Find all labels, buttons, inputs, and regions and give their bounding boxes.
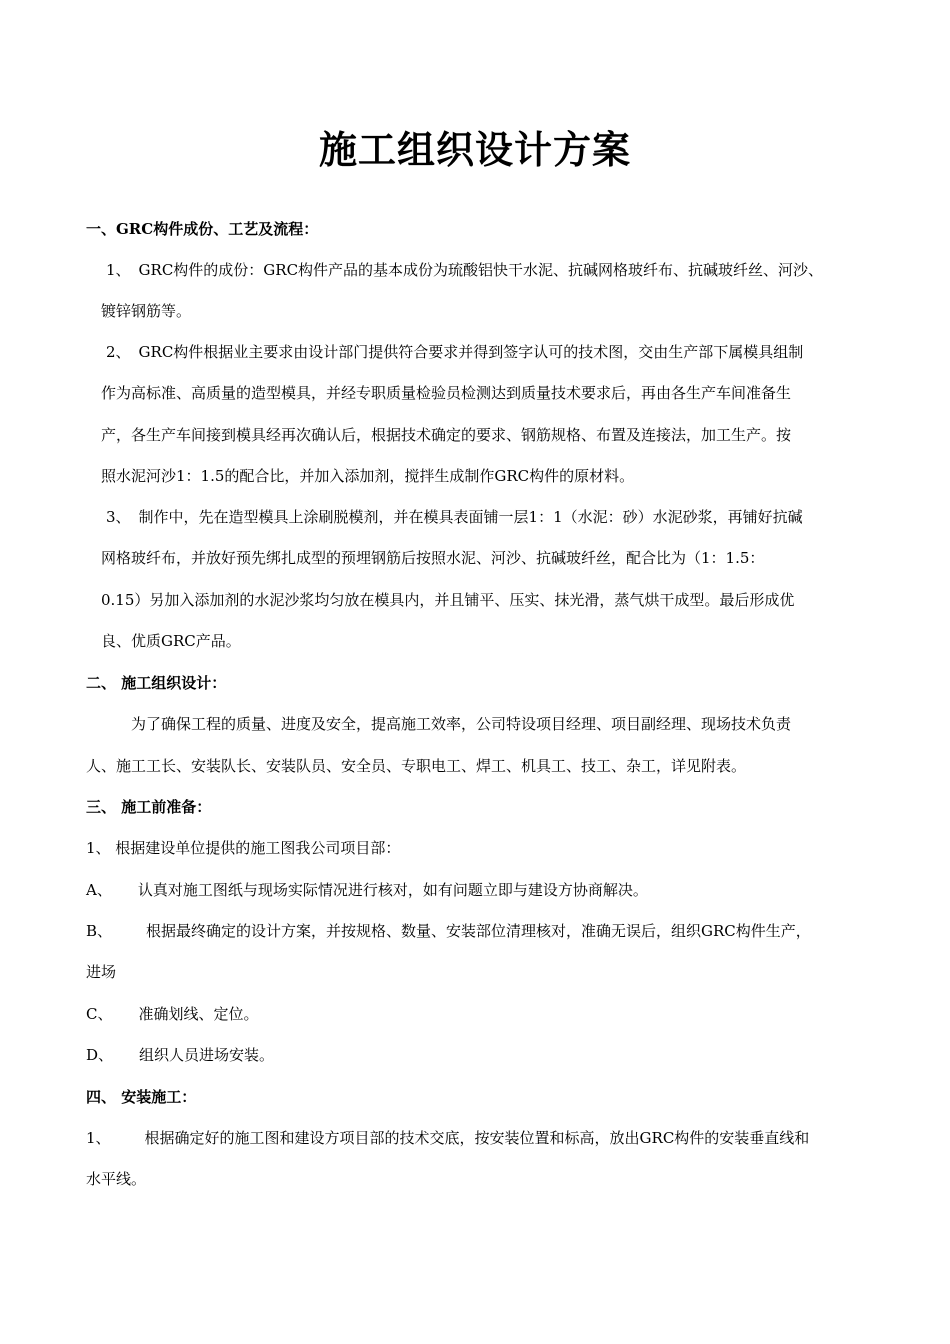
section-1-item-2-line-1 — [106, 342, 803, 362]
section-3-intro: 1、 根据建设单位提供的施工图我公司项目部： — [86, 839, 401, 857]
section-1-item-2-line-2: 作为高标准、高质量的造型模具，并经专职质量检验员检测达到质量技术要求后，再由各生产车间准备生 — [101, 384, 792, 402]
section-2-line-2: 人、施工工长、安装队长、安装队员、安全员、专职电工、焊工、机具工、技工、杂工，详见附表。 — [86, 757, 747, 775]
section-1-item-1-line-1 — [106, 260, 823, 280]
section-3-item-d — [86, 1045, 274, 1065]
section-1-item-3-line-3: 0.15）另加入添加剂的水泥沙浆均匀放在模具内，并且铺平、压实、抹光滑，蒸气烘干成型。最后形成优 — [101, 591, 795, 609]
section-1-heading: 一、GRC构件成份、工艺及流程： — [86, 220, 319, 238]
item-text: 准确划线、定位。 — [138, 1005, 259, 1023]
item-label: 1、 — [86, 1129, 111, 1147]
section-1-item-1-line-2: 镀锌钢筋等。 — [101, 302, 192, 320]
item-text: 认真对施工图纸与现场实际情况进行核对，如有问题立即与建设方协商解决。 — [137, 881, 648, 899]
item-text: 根据最终确定的设计方案，并按规格、数量、安装部位清理核对，准确无误后，组织GRC构件生产， — [146, 922, 811, 940]
item-text: GRC构件的成份：GRC构件产品的基本成份为琉酸铝快干水泥、抗碱网格玻纤布、抗碱玻纤丝、河沙、 — [138, 261, 824, 279]
section-3-heading: 三、 施工前准备： — [86, 798, 212, 816]
section-4-heading: 四、 安装施工： — [86, 1088, 197, 1106]
section-2-heading: 二、 施工组织设计： — [86, 674, 227, 692]
section-1-item-2-line-4: 照水泥河沙1：1.5的配合比，并加入添加剂，搅拌生成制作GRC构件的原材料。 — [101, 467, 635, 485]
item-label: B、 — [86, 922, 113, 940]
item-text: 根据确定好的施工图和建设方项目部的技术交底，按安装位置和标高，放出GRC构件的安装垂直线和 — [144, 1129, 810, 1147]
section-1-item-2-line-3: 产，各生产车间接到模具经再次确认后，根据技术确定的要求、钢筋规格、布置及连接法，加工生产。按 — [101, 426, 792, 444]
section-3-item-a — [86, 880, 648, 900]
section-1-item-3-line-1 — [106, 507, 803, 527]
section-3-item-b-line-1 — [86, 921, 811, 941]
item-text: GRC构件根据业主要求由设计部门提供符合要求并得到签字认可的技术图，交由生产部下属模具组制 — [138, 343, 804, 361]
section-1-item-3-line-4: 良、优质GRC产品。 — [101, 632, 241, 650]
item-label: 1、 — [106, 261, 131, 279]
document-title: 施工组织设计方案 — [318, 127, 631, 172]
item-label: A、 — [86, 881, 112, 899]
item-label: C、 — [86, 1005, 113, 1023]
item-label: D、 — [86, 1046, 114, 1064]
section-4-item-1-line-2: 水平线。 — [86, 1170, 147, 1188]
section-3-item-c — [86, 1004, 259, 1024]
section-3-item-b-line-2: 进场 — [86, 963, 117, 981]
item-label: 2、 — [106, 343, 131, 361]
section-1-item-3-line-2: 网格玻纤布，并放好预先绑扎成型的预埋钢筋后按照水泥、河沙、抗碱玻纤丝，配合比为（1：1.5： — [101, 549, 765, 567]
item-label: 3、 — [106, 508, 131, 526]
section-2-line-1: 为了确保工程的质量、进度及安全，提高施工效率，公司特设项目经理、项目副经理、现场技术负责 — [131, 715, 792, 733]
section-4-item-1-line-1 — [86, 1128, 809, 1148]
item-text: 制作中，先在造型模具上涂刷脱模剂，并在模具表面铺一层1：1（水泥：砂）水泥砂浆，再铺好抗碱 — [138, 508, 803, 526]
item-text: 组织人员进场安装。 — [139, 1046, 275, 1064]
